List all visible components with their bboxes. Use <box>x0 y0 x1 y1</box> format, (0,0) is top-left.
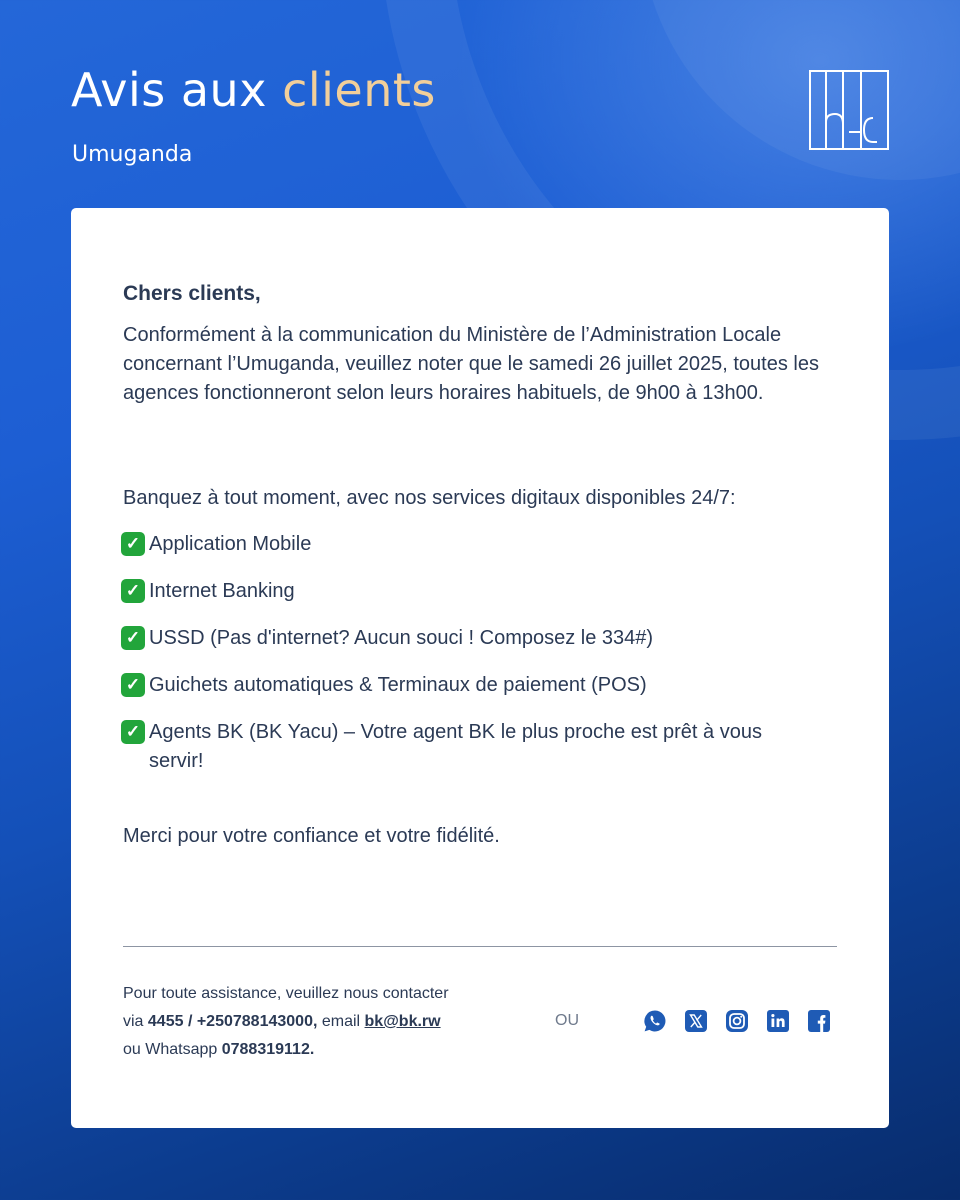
services-intro: Banquez à tout moment, avec nos services digitaux disponibles 24/7: <box>123 487 736 509</box>
greeting: Chers clients, <box>123 282 261 305</box>
check-icon: ✓ <box>121 626 145 650</box>
check-icon: ✓ <box>121 673 145 697</box>
title-accent: clients <box>282 63 436 117</box>
page-title <box>71 60 436 120</box>
contact-info <box>123 980 523 1064</box>
notice-body: Conformément à la communication du Ministère de l’Administration Locale concernant l’Umuganda, veuillez noter que le samedi 26 juillet 2025, toutes les agences fonctionneront selon leurs horaires habituels, de 9h00 à 13h00. <box>123 324 819 404</box>
service-label: Internet Banking <box>149 580 295 602</box>
service-label: Application Mobile <box>149 533 312 555</box>
service-label: Guichets automatiques & Terminaux de paiement (POS) <box>149 674 647 696</box>
service-item <box>121 718 821 776</box>
service-item <box>121 577 821 606</box>
whatsapp-icon[interactable] <box>643 1009 667 1033</box>
page-subtitle: Umuganda <box>72 142 193 167</box>
check-icon: ✓ <box>121 720 145 744</box>
background-glow <box>640 0 960 180</box>
x-icon[interactable] <box>684 1009 708 1033</box>
check-icon: ✓ <box>121 532 145 556</box>
service-item <box>121 624 821 653</box>
contact-phones: 4455 / +250788143000, <box>147 1013 318 1030</box>
bk-logo <box>809 70 889 150</box>
contact-whatsapp: 0788319112. <box>221 1041 315 1058</box>
notice-card <box>71 208 889 1128</box>
facebook-icon[interactable] <box>807 1009 831 1033</box>
service-item <box>121 671 821 700</box>
contact-email-label: email <box>317 1013 365 1030</box>
service-item <box>121 530 821 559</box>
service-label: Agents BK (BK Yacu) – Votre agent BK le plus proche est prêt à vous servir! <box>149 721 762 772</box>
instagram-icon[interactable] <box>725 1009 749 1033</box>
divider <box>123 946 837 947</box>
title-text: Avis aux <box>71 63 283 117</box>
services-list <box>121 530 821 794</box>
check-icon: ✓ <box>121 579 145 603</box>
contact-line: Pour toute assistance, veuillez nous contacter <box>123 985 449 1002</box>
linkedin-icon[interactable] <box>766 1009 790 1033</box>
or-separator: OU <box>555 1012 579 1029</box>
social-links <box>643 1009 831 1033</box>
service-label: USSD (Pas d'internet? Aucun souci ! Composez le 334#) <box>149 627 654 649</box>
closing-text: Merci pour votre confiance et votre fidélité. <box>123 825 500 847</box>
contact-via: via <box>123 1013 148 1030</box>
contact-whatsapp-label: ou Whatsapp <box>123 1041 222 1058</box>
email-link[interactable]: bk@bk.rw <box>364 1013 441 1030</box>
